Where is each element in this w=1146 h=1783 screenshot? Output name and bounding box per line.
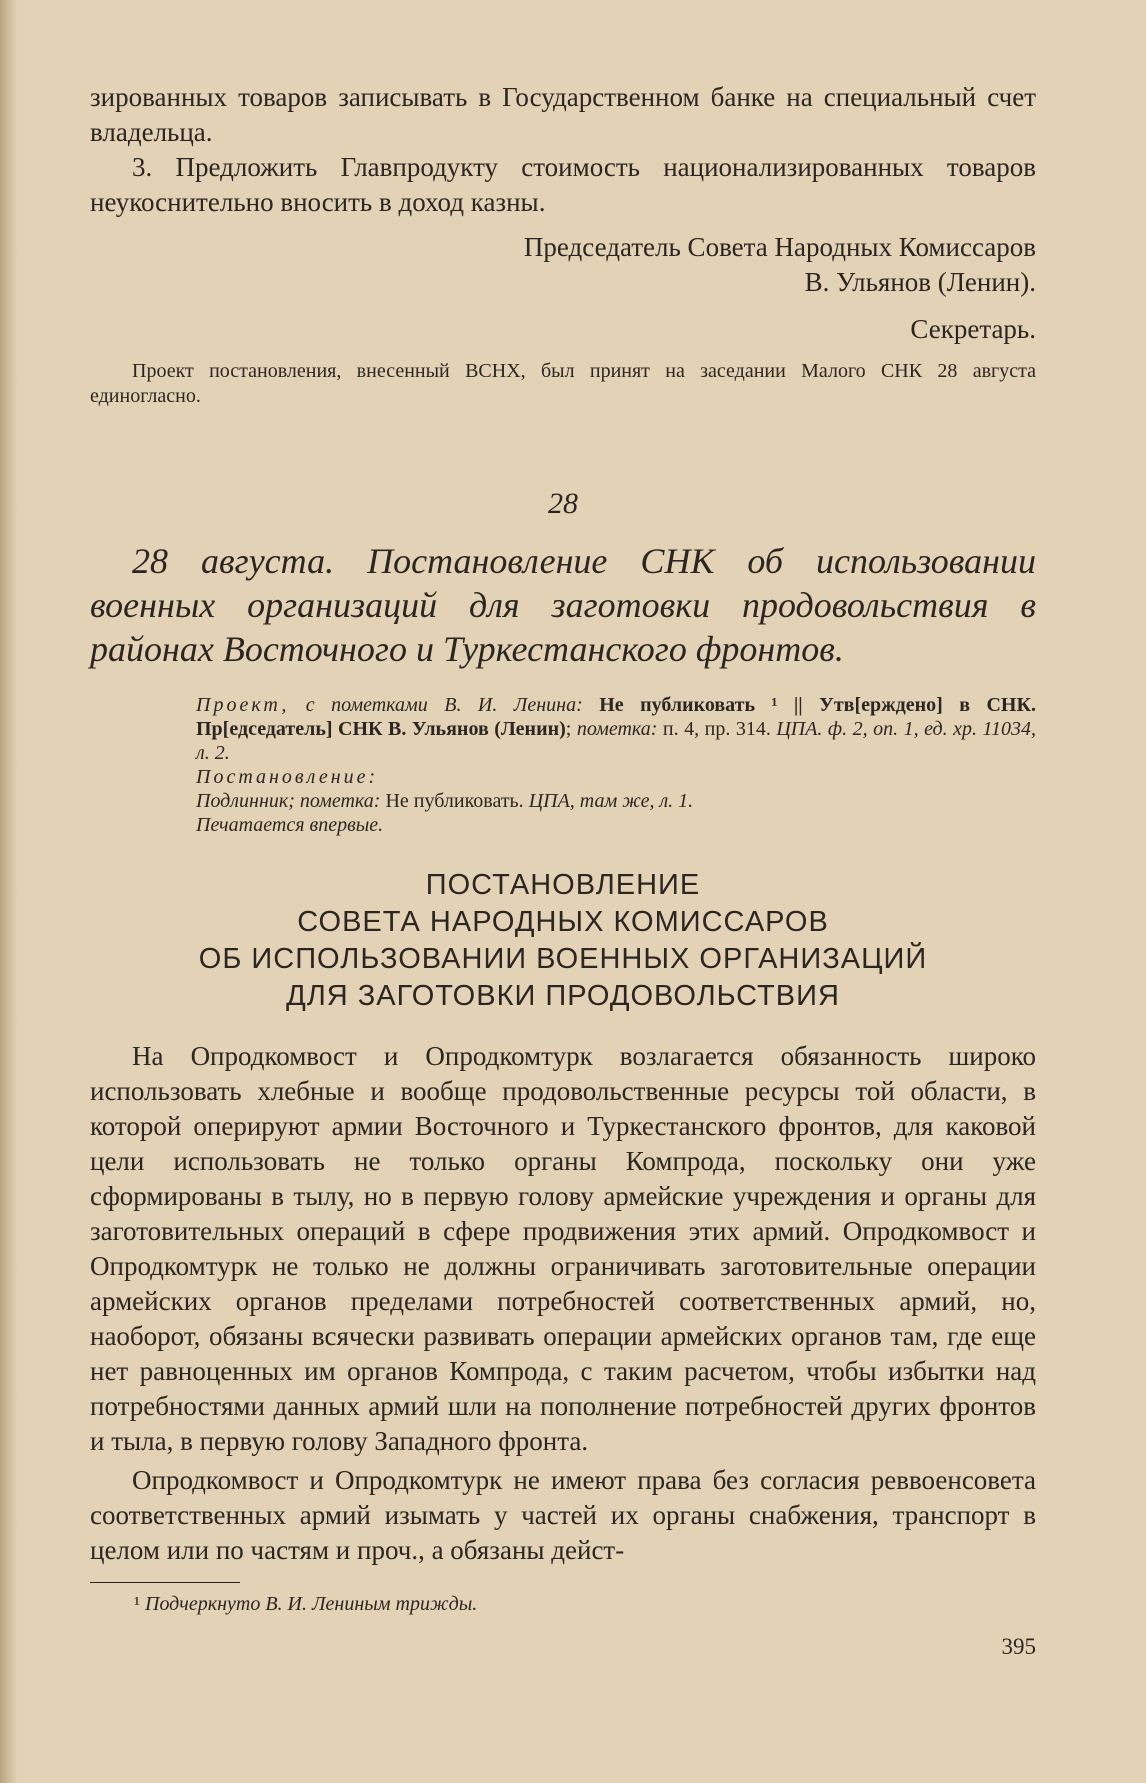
document-number: 28 — [548, 487, 578, 520]
source-notes — [196, 693, 1036, 837]
signature-chair-title: Председатель Совета Народных Комиссаров — [523, 232, 1036, 262]
top-paragraph-1: зированных товаров записывать в Государственном банке на специальный счет владельца. — [90, 82, 1036, 147]
top-paragraph-2: 3. Предложить Главпродукту стоимость национализированных товаров неукоснительно вносить в доход казны. — [90, 152, 1036, 217]
body-paragraph-2: Опродкомвост и Опродкомтурк не имеют права без согласия реввоенсовета соответственных армий изымать у частей их органы снабжения, транспорт в целом или по частям и проч., а обязаны дейст- — [90, 1465, 1036, 1565]
source-original-archive: ЦПА, там же, л. 1. — [528, 790, 694, 812]
document-title: 28 августа. Постановление СНК об использовании военных организаций для заготовки продовольствия в районах Восточного и Туркестанского фронтов. — [90, 541, 1036, 669]
footnote-mark: ¹ — [134, 1593, 140, 1615]
source-draft-separator: ; — [565, 718, 577, 740]
source-draft-marks: Не публиковать ¹ || Утв[ерждено] в СНК. Пр[едседатель] СНК В. Ульянов (Ленин) — [196, 694, 1036, 740]
signature-block — [90, 230, 1036, 347]
source-original-label: Подлинник; пометка: — [196, 790, 381, 812]
heading-line-2: СОВЕТА НАРОДНЫХ КОМИССАРОВ — [297, 906, 829, 938]
page-binding-edge — [0, 0, 18, 1783]
source-draft-mark-text: п. 4, пр. 314. — [657, 718, 777, 740]
source-draft-label: Проект, — [196, 694, 290, 716]
footnote — [90, 1591, 1036, 1617]
resolution-heading — [90, 867, 1036, 1015]
source-line-first-print: Печатается впервые. — [196, 814, 384, 836]
page-content — [90, 80, 1036, 1617]
page-number: 395 — [1001, 1634, 1036, 1659]
source-line-original — [196, 789, 1036, 813]
source-resolution-label: Постановление: — [196, 766, 379, 788]
source-original-mark: Не публиковать. — [380, 790, 529, 812]
signature-chair-name: В. Ульянов (Ленин). — [804, 267, 1036, 297]
body-paragraph-1: На Опродкомвост и Опродкомтурк возлагается обязанность широко использовать хлебные и вообще продовольственные ресурсы той области, в которой оперируют армии Восточного и Туркестанского фронтов, для каковой цели использовать не только органы Компрода, поскольку они уже сформированы в тылу, но в первую голову армейские учреждения и органы для заготовительных операций в сфере продвижения этих армий. Опродкомвост и Опродкомтурк не только не должны ограничивать заготовительные операции армейских органов пределами потребностей соответственных армий, но, наоборот, обязаны всячески развивать операции армейских органов там, где еще нет равноценных им органов Компрода, с таким расчетом, чтобы избытки над потребностями данных армий шли на пополнение потребностей других фронтов и тыла, в первую голову Западного фронта. — [90, 1041, 1036, 1456]
footnote-divider — [90, 1582, 240, 1583]
heading-line-3: ОБ ИСПОЛЬЗОВАНИИ ВОЕННЫХ ОРГАНИЗАЦИЙ — [198, 943, 928, 975]
source-line-resolution — [196, 765, 1036, 789]
adoption-note: Проект постановления, внесенный ВСНХ, был принят на заседании Малого СНК 28 августа единогласно. — [90, 360, 1036, 407]
heading-line-1: ПОСТАНОВЛЕНИЕ — [425, 869, 701, 901]
signature-secretary: Секретарь. — [910, 314, 1036, 344]
source-draft-note: с пометками В. И. Ленина: — [289, 694, 600, 716]
heading-line-4: ДЛЯ ЗАГОТОВКИ ПРОДОВОЛЬСТВИЯ — [286, 980, 840, 1012]
source-line-draft — [196, 693, 1036, 765]
source-draft-mark-label: пометка: — [576, 718, 658, 740]
footnote-text: Подчеркнуто В. И. Лениным трижды. — [145, 1593, 478, 1615]
source-draft-archive: ЦПА. ф. 2, оп. 1, ед. хр. 11034, л. 2. — [196, 718, 1036, 764]
